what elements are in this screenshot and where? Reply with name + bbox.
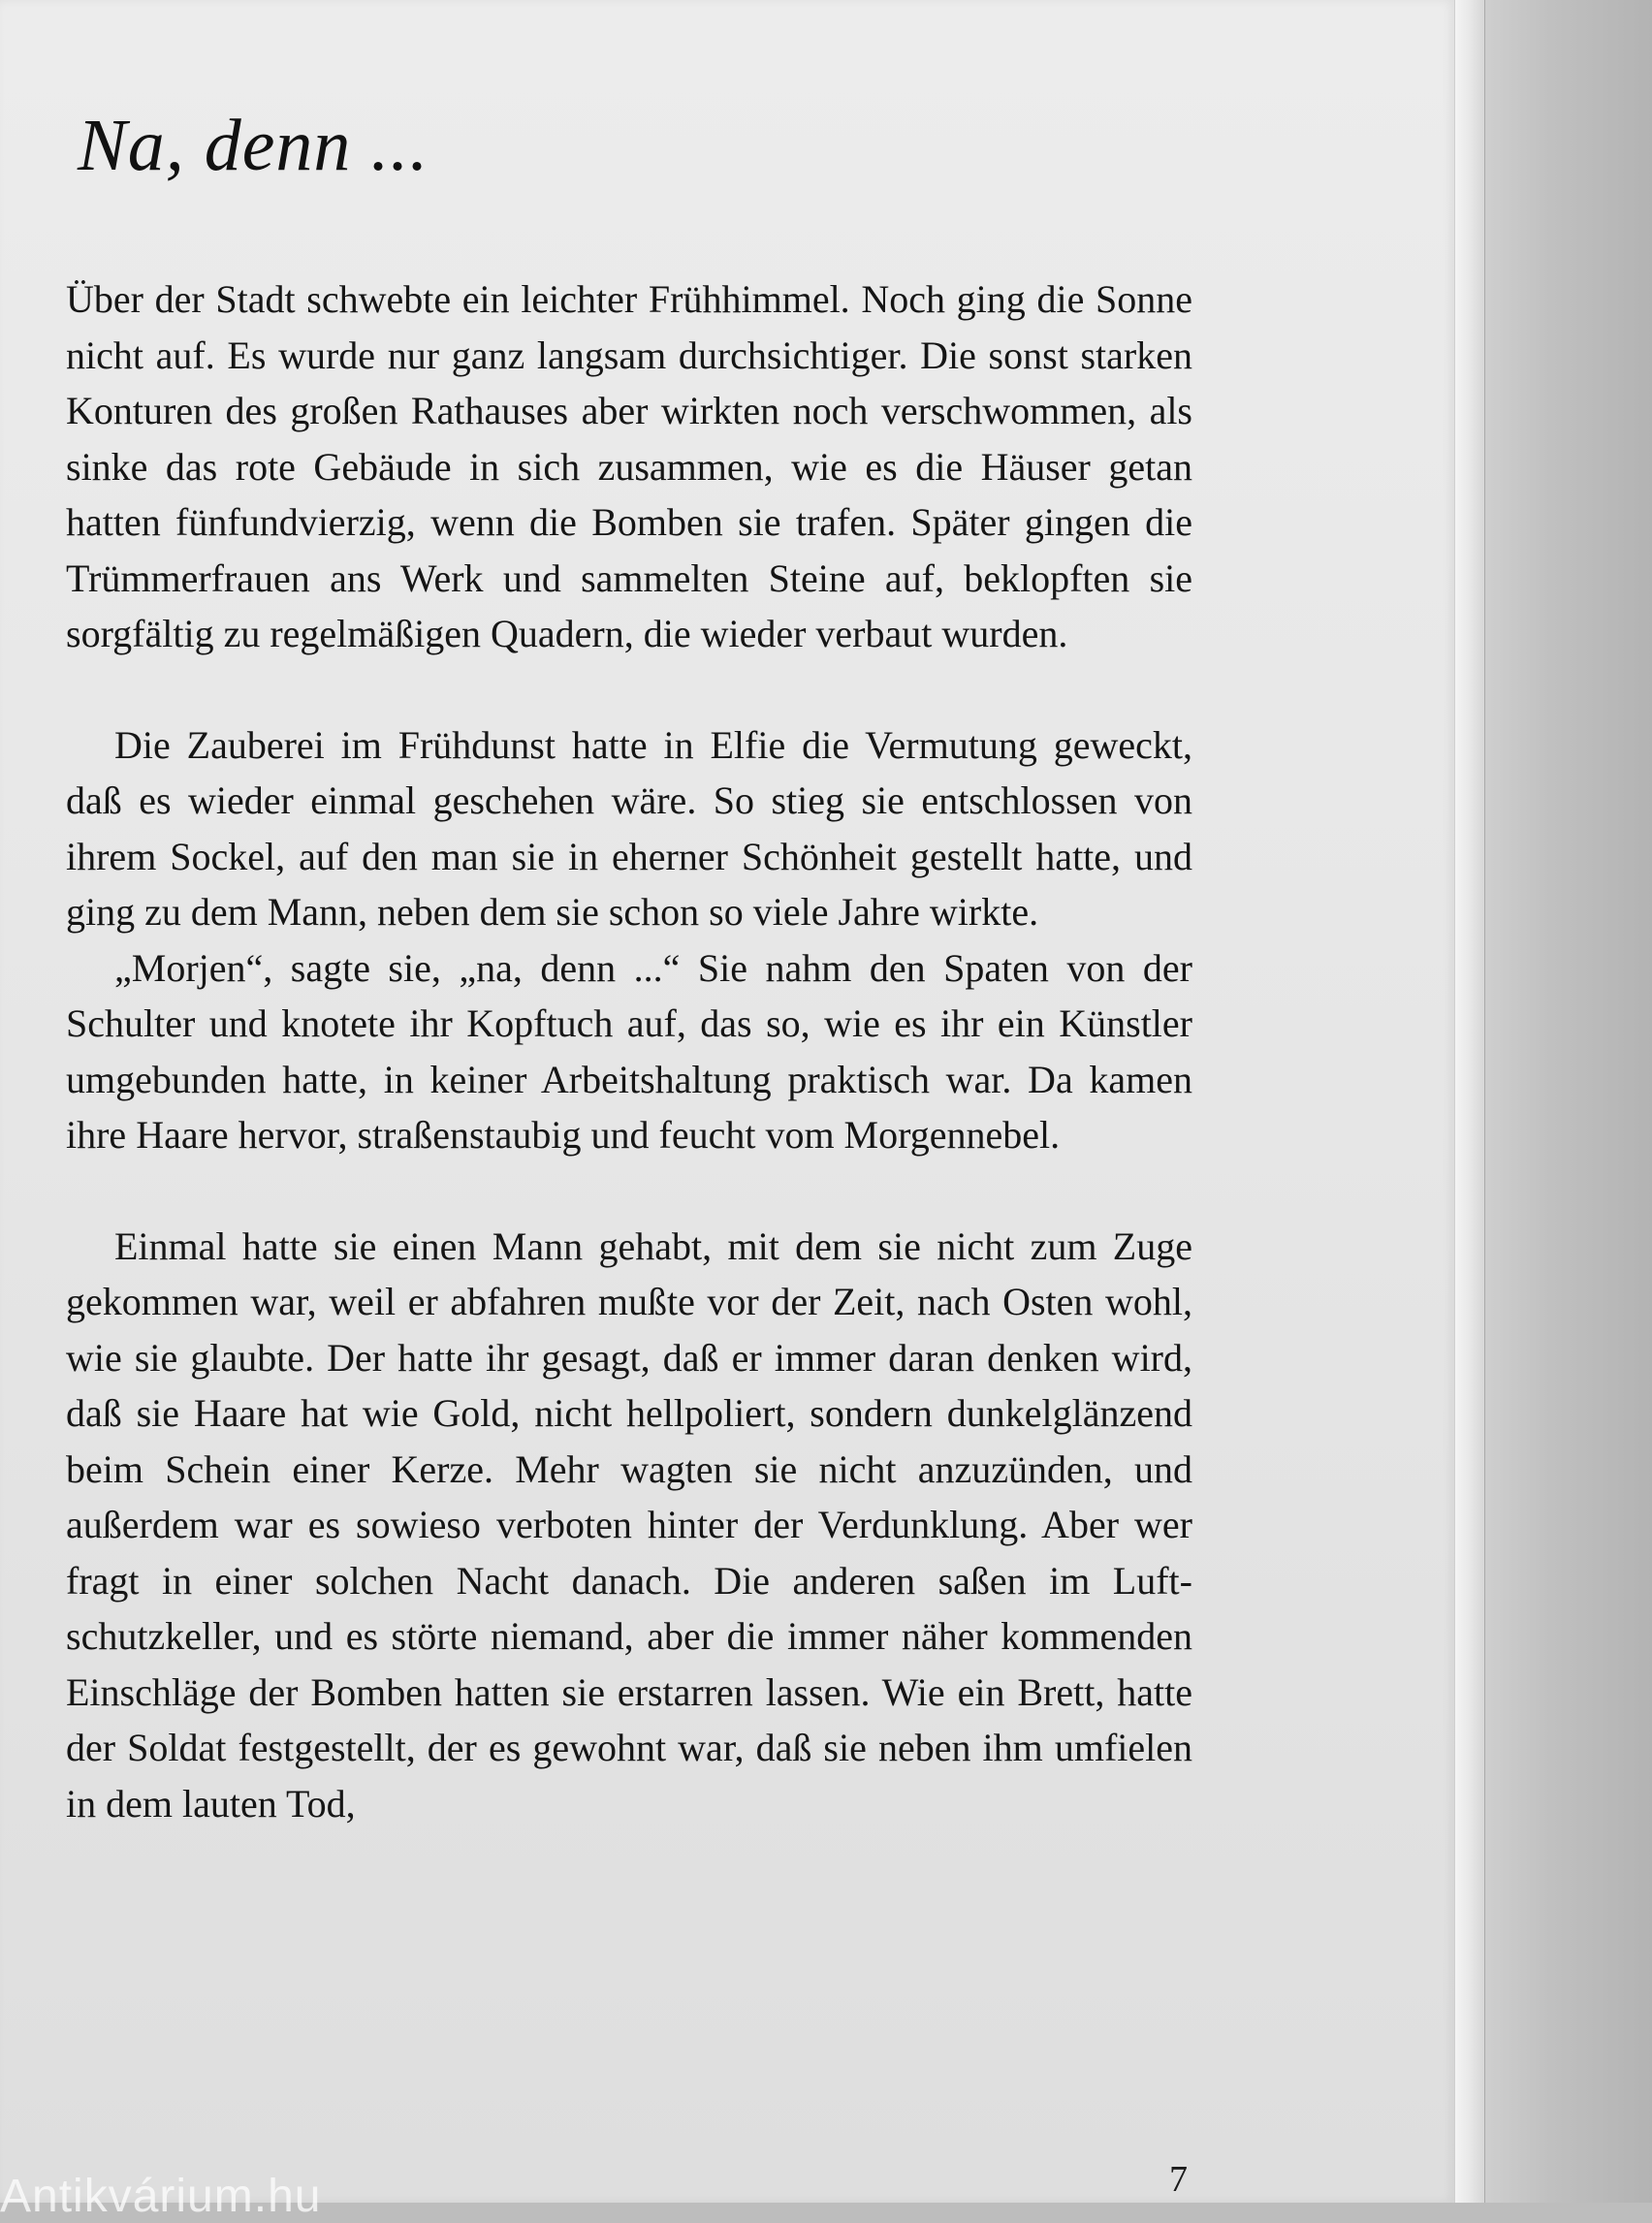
watermark: Antikvárium.hu (0, 2171, 322, 2222)
page-edge (1454, 0, 1485, 2203)
paragraph-2: Die Zauberei im Frühdunst hatte in Elfie die Vermutung geweckt, daß es wieder einmal geschehen wäre. So stieg sie entschlossen von ihrem Sockel, auf den man sie in eherner Schönheit gestellt hatte, und ging zu dem Mann, neben dem sie schon so viele Jahre wirkte. (66, 722, 1192, 934)
chapter-title: Na, denn ... (78, 105, 429, 186)
background-surface (1483, 0, 1652, 2203)
paragraph-3: „Morjen“, sagte sie, „na, denn ...“ Sie nahm den Spaten von der Schulter und knotete ihr Kopftuch auf, das so, wie es ihr ein Künstler umgebunden hatte, in keiner Arbeitshaltung praktisch war. Da kamen ihre Haare hervor, straßenstaubig und feucht vom Morgennebel. (66, 945, 1192, 1157)
body-text (66, 271, 1192, 1831)
page-number: 7 (1169, 2159, 1188, 2200)
paragraph-4: Einmal hatte sie einen Mann gehabt, mit dem sie nicht zum Zuge gekommen war, weil er abfahren mußte vor der Zeit, nach Osten wohl, wie sie glaubte. Der hatte ihr gesagt, daß er immer daran denken wird, daß sie Haare hat wie Gold, nicht hellpoliert, sondern dunkelglänzend beim Schein einer Kerze. Mehr wagten sie nicht anzuzünden, und außerdem war es sowieso verboten hinter der Verdunklung. Aber wer fragt in einer solchen Nacht danach. Die anderen saßen im Luftschutzkeller, und es störte niemand, aber die immer näher kommenden Einschläge der Bomben hatten sie erstarren lassen. Wie ein Brett, hatte der Soldat festgestellt, der es gewohnt war, daß sie neben ihm umfielen in dem lauten Tod, (66, 1223, 1192, 1826)
paragraph-1: Über der Stadt schwebte ein leichter Frühhimmel. Noch ging die Sonne nicht auf. Es wurde nur ganz langsam durchsichtiger. Die sonst starken Konturen des großen Rathauses aber wirkten noch verschwommen, als sinke das rote Gebäude in sich zusammen, wie es die Häuser getan hatten fünfundvierzig, wenn die Bomben sie trafen. Später gingen die Trümmerfrauen ans Werk und sammelten Steine auf, beklopften sie sorgfältig zu regelmäßigen Quadern, die wieder verbaut wurden. (66, 277, 1192, 655)
